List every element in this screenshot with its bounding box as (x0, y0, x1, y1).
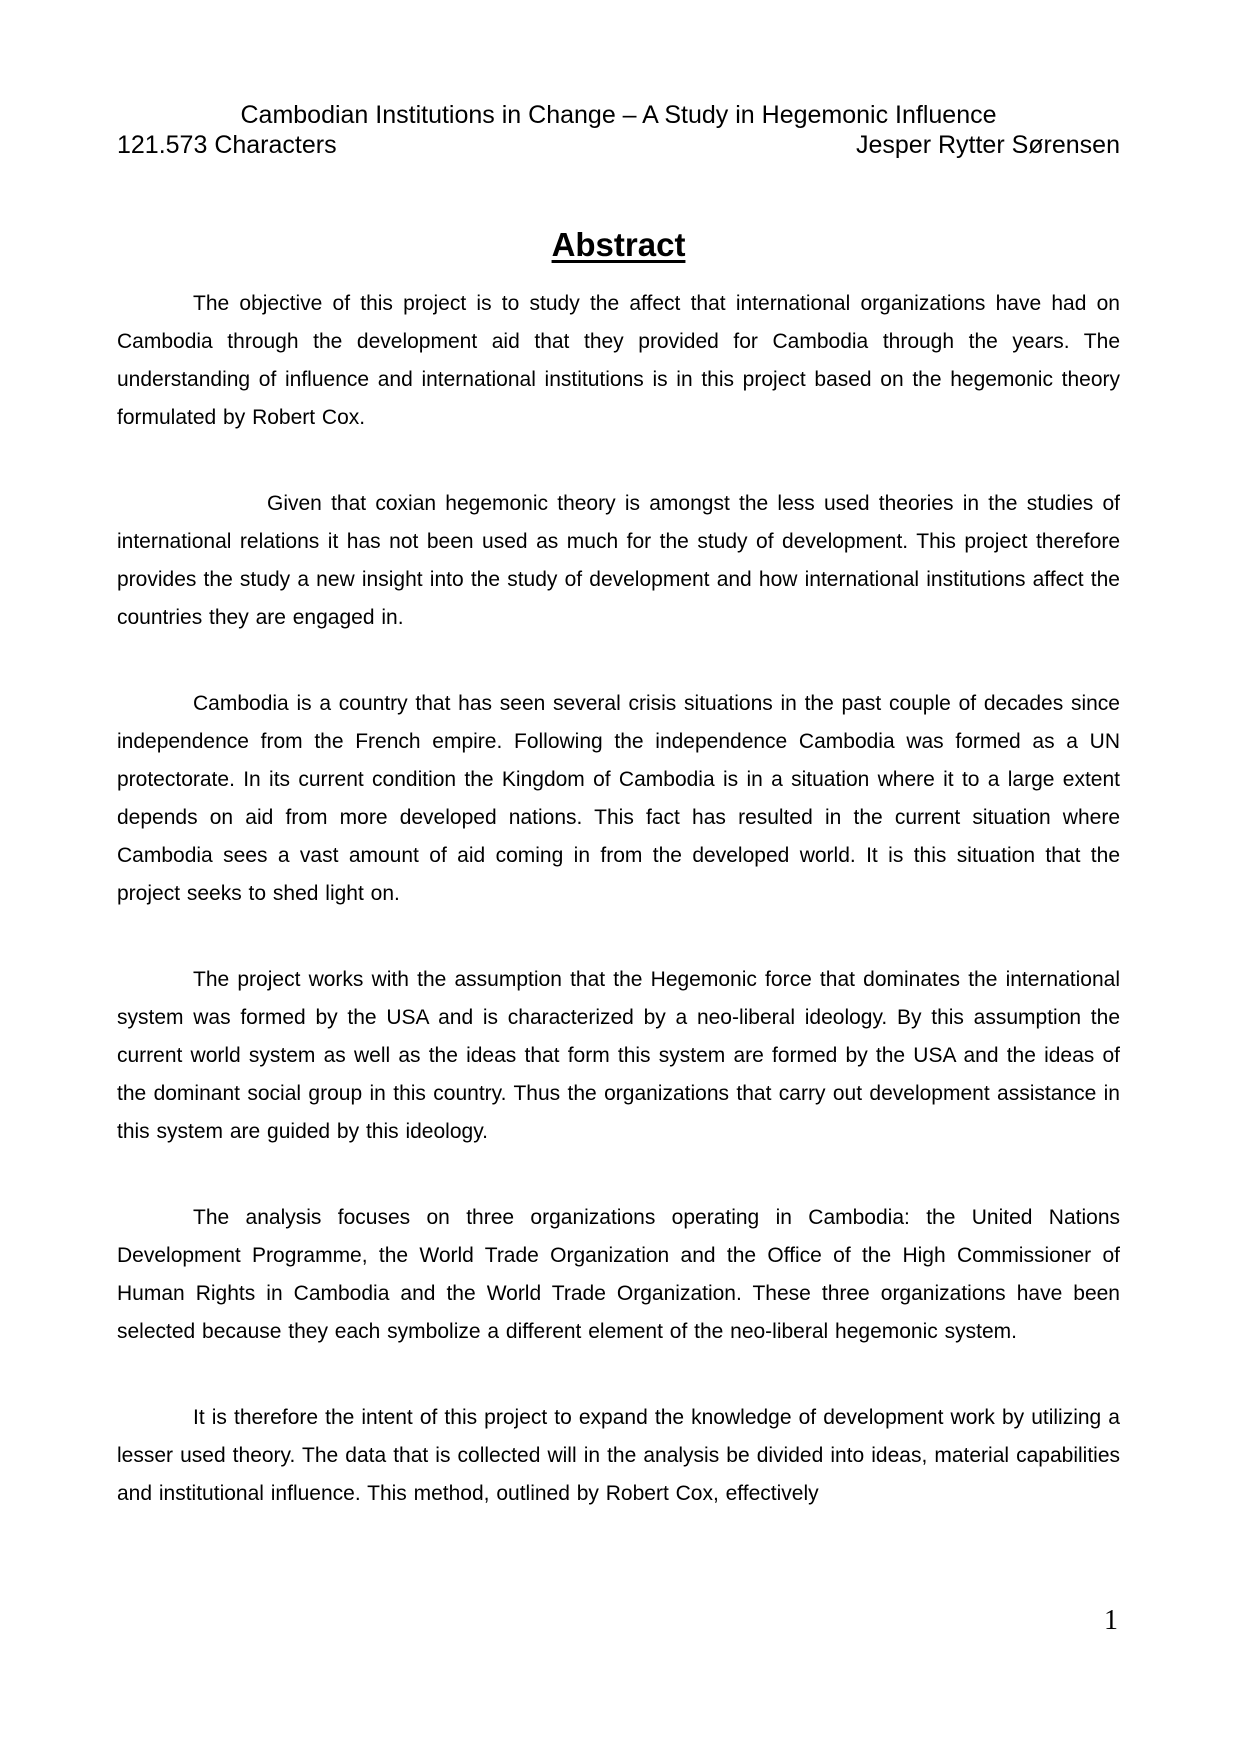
author-name: Jesper Rytter Sørensen (856, 131, 1120, 159)
page-number: 1 (1104, 1605, 1118, 1636)
abstract-paragraph-2: Given that coxian hegemonic theory is amongst the less used theories in the studies of international relations it has not been used as much for the study of development. This project therefore provides the study a new insight into the study of development and how international institutions affect the countries they are engaged in. (117, 492, 1120, 629)
abstract-paragraph-5: The analysis focuses on three organizations operating in Cambodia: the United Nations Development Programme, the World Trade Organization and the Office of the High Commissioner of Human Rights in Cambodia and the World Trade Organization. These three organizations have been selected because they each symbolize a different element of the neo-liberal hegemonic system. (117, 1206, 1120, 1343)
abstract-paragraph-3: Cambodia is a country that has seen several crisis situations in the past couple of decades since independence from the French empire. Following the independence Cambodia was formed as a UN protectorate. In its current condition the Kingdom of Cambodia is in a situation where it to a large extent depends on aid from more developed nations. This fact has resulted in the current situation where Cambodia sees a vast amount of aid coming in from the developed world. It is this situation that the project seeks to shed light on. (117, 692, 1120, 905)
character-count: 121.573 Characters (117, 131, 337, 159)
header-meta-row (117, 130, 1120, 160)
abstract-paragraph-6: It is therefore the intent of this project to expand the knowledge of development work by utilizing a lesser used theory. The data that is collected will in the analysis be divided into ideas, material capabilities and institutional influence. This method, outlined by Robert Cox, effectively (117, 1406, 1120, 1505)
abstract-paragraph-4: The project works with the assumption that the Hegemonic force that dominates the international system was formed by the USA and is characterized by a neo-liberal ideology. By this assumption the current world system as well as the ideas that form this system are formed by the USA and the ideas of the dominant social group in this country. Thus the organizations that carry out development assistance in this system are guided by this ideology. (117, 968, 1120, 1143)
page-header (117, 100, 1120, 160)
abstract-paragraph-1: The objective of this project is to study the affect that international organizations have had on Cambodia through the development aid that they provided for Cambodia through the years. The understanding of influence and international institutions is in this project based on the hegemonic theory formulated by Robert Cox. (117, 292, 1120, 429)
abstract-heading: Abstract (551, 226, 686, 263)
document-title: Cambodian Institutions in Change – A Study in Hegemonic Influence (240, 101, 997, 129)
